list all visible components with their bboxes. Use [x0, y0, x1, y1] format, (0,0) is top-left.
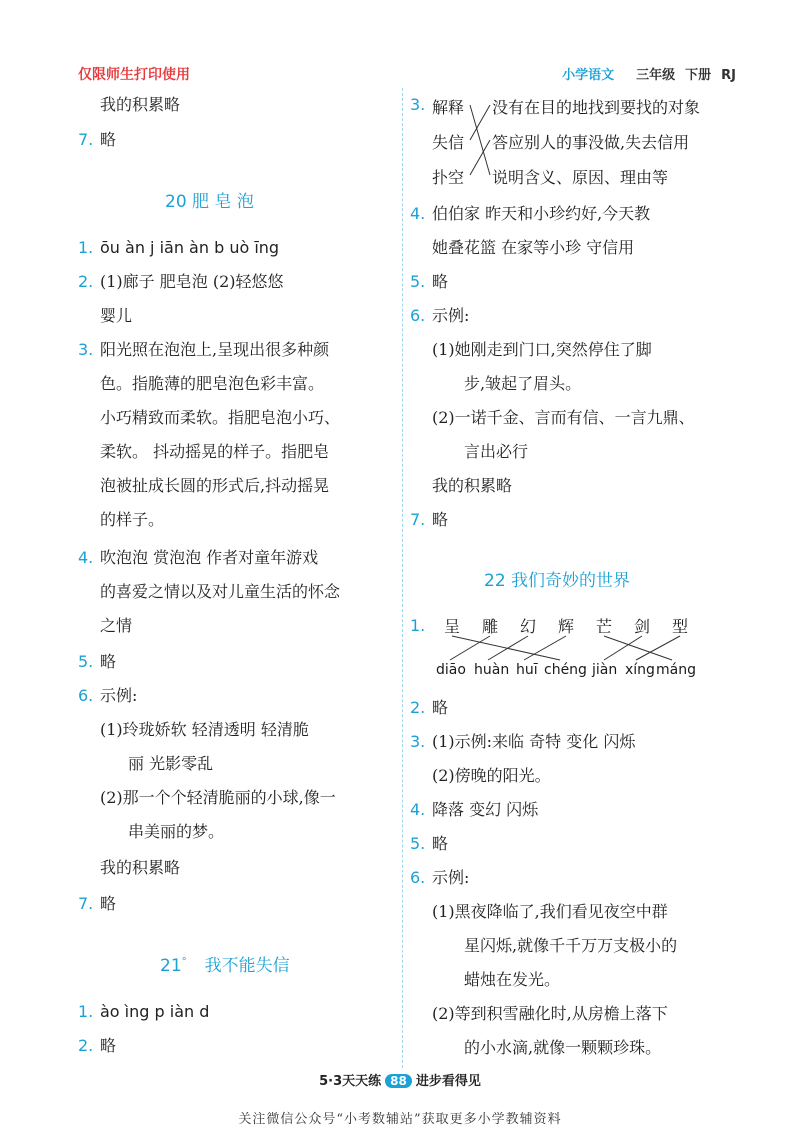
header-left-label: 仅限师生打印使用	[78, 67, 190, 83]
match-line	[604, 636, 642, 660]
match-pinyin: jiàn	[592, 662, 618, 678]
answer-line: (2)等到积雪融化时,从房檐上落下	[432, 1004, 668, 1023]
answer-item: 1. ōu àn j iān àn b uò īng	[78, 238, 280, 257]
match-char: 雕	[482, 617, 499, 636]
answer-item: 1.	[410, 616, 426, 635]
match-line	[452, 636, 560, 660]
answer-item: 3.	[410, 95, 426, 114]
match-pinyin: huàn	[474, 662, 510, 678]
section-title-20: 20 肥 皂 泡	[165, 192, 254, 212]
answer-line: 我的积累略	[100, 858, 181, 877]
match-right-item: 答应别人的事没做,失去信用	[492, 133, 690, 152]
answer-line: 之情	[100, 616, 133, 635]
match-line	[488, 636, 528, 660]
match-char: 辉	[558, 617, 575, 636]
answer-line: 的小水滴,就像一颗颗珍珠。	[464, 1038, 662, 1057]
match-left-item: 扑空	[432, 168, 465, 187]
answer-item: 4. 吹泡泡 赏泡泡 作者对童年游戏	[78, 548, 319, 567]
answer-item: 5. 略	[410, 272, 449, 291]
section-title-22: 22 我们奇妙的世界	[484, 571, 631, 591]
answer-line: 蜡烛在发光。	[464, 970, 561, 989]
answer-line: 泡被扯成长圆的形式后,抖动摇晃	[100, 476, 330, 495]
answer-line: (2)傍晚的阳光。	[432, 766, 551, 785]
match-line	[636, 636, 680, 660]
answer-line: 小巧精致而柔软。指肥皂泡小巧、	[100, 408, 341, 427]
answer-item: 2. (1)廊子 肥皂泡 (2)轻悠悠	[78, 272, 284, 291]
match-char: 幻	[520, 617, 537, 636]
match-right-item: 说明含义、原因、理由等	[492, 168, 669, 187]
answer-line: (1)黑夜降临了,我们看见夜空中群	[432, 902, 668, 921]
section-title-21: 21° 我不能失信	[160, 956, 290, 976]
answer-line: 的喜爱之情以及对儿童生活的怀念	[100, 582, 341, 601]
match-pinyin: diāo	[436, 662, 466, 678]
answer-item: 3. (1)示例:来临 奇特 变化 闪烁	[410, 732, 636, 751]
footer-left: 5·3天天练	[319, 1074, 382, 1089]
answer-line: (2)那一个个轻清脆丽的小球,像一	[100, 788, 336, 807]
answer-item: 2. 略	[410, 698, 449, 717]
answer-item: 6. 示例:	[410, 306, 470, 325]
answer-line: (1)她刚走到门口,突然停住了脚	[432, 340, 652, 359]
answer-item: 1. ào ìng p iàn d	[78, 1002, 210, 1021]
page-footer	[0, 1070, 800, 1089]
answer-line: 色。指脆薄的肥皂泡色彩丰富。	[100, 374, 325, 393]
answer-line: 我的积累略	[432, 476, 513, 495]
answer-line: 步,皱起了眉头。	[464, 374, 582, 393]
page-number: 88	[385, 1074, 412, 1088]
answer-item: 6. 示例:	[78, 686, 138, 705]
answer-item: 5. 略	[78, 652, 117, 671]
answer-line: 串美丽的梦。	[128, 822, 225, 841]
match-pinyin: xíng	[625, 662, 655, 678]
answer-item: 6. 示例:	[410, 868, 470, 887]
answer-item: 7. 略	[78, 130, 117, 149]
answer-line: 她叠花篮 在家等小珍 守信用	[432, 238, 635, 257]
answer-line: 柔软。 抖动摇晃的样子。指肥皂	[100, 442, 330, 461]
match-left-item: 解释	[432, 98, 465, 117]
answer-item: 5. 略	[410, 834, 449, 853]
header-volume: 下册	[685, 68, 712, 83]
match-char: 剑	[634, 617, 651, 636]
match-right-item: 没有在目的地找到要找的对象	[492, 98, 701, 117]
match-pinyin: huī	[516, 662, 538, 678]
match-line	[604, 636, 672, 660]
footer-right: 进步看得见	[415, 1074, 481, 1089]
answer-line: 的样子。	[100, 510, 165, 529]
answer-item: 2. 略	[78, 1036, 117, 1055]
answer-line: 我的积累略	[100, 95, 181, 114]
header-subject: 小学语文	[562, 68, 615, 83]
header-edition: RJ	[721, 68, 736, 83]
answer-line: (2)一诺千金、言而有信、一言九鼎、	[432, 408, 695, 427]
answer-line: 丽 光影零乱	[128, 754, 214, 773]
answer-item: 7. 略	[78, 894, 117, 913]
match-pinyin: máng	[656, 662, 696, 678]
answer-line: 婴儿	[100, 306, 133, 325]
match-char: 型	[672, 617, 689, 636]
answer-item: 7. 略	[410, 510, 449, 529]
bottom-note: 关注微信公众号“小考数辅站”获取更多小学教辅资料	[238, 1112, 562, 1127]
header-grade: 三年级	[636, 68, 676, 83]
answer-item: 3. 阳光照在泡泡上,呈现出很多种颜	[78, 340, 330, 359]
answer-line: (1)玲珑娇软 轻清透明 轻清脆	[100, 720, 309, 739]
match-pinyin: chéng	[544, 662, 587, 678]
answer-item: 4. 伯伯家 昨天和小珍约好,今天教	[410, 204, 651, 223]
match-char: 呈	[444, 617, 461, 636]
match-left-item: 失信	[432, 133, 465, 152]
answer-item: 4. 降落 变幻 闪烁	[410, 800, 539, 819]
answer-line: 星闪烁,就像千千万万支极小的	[464, 936, 678, 955]
answer-line: 言出必行	[464, 442, 529, 461]
match-char: 芒	[596, 617, 613, 636]
